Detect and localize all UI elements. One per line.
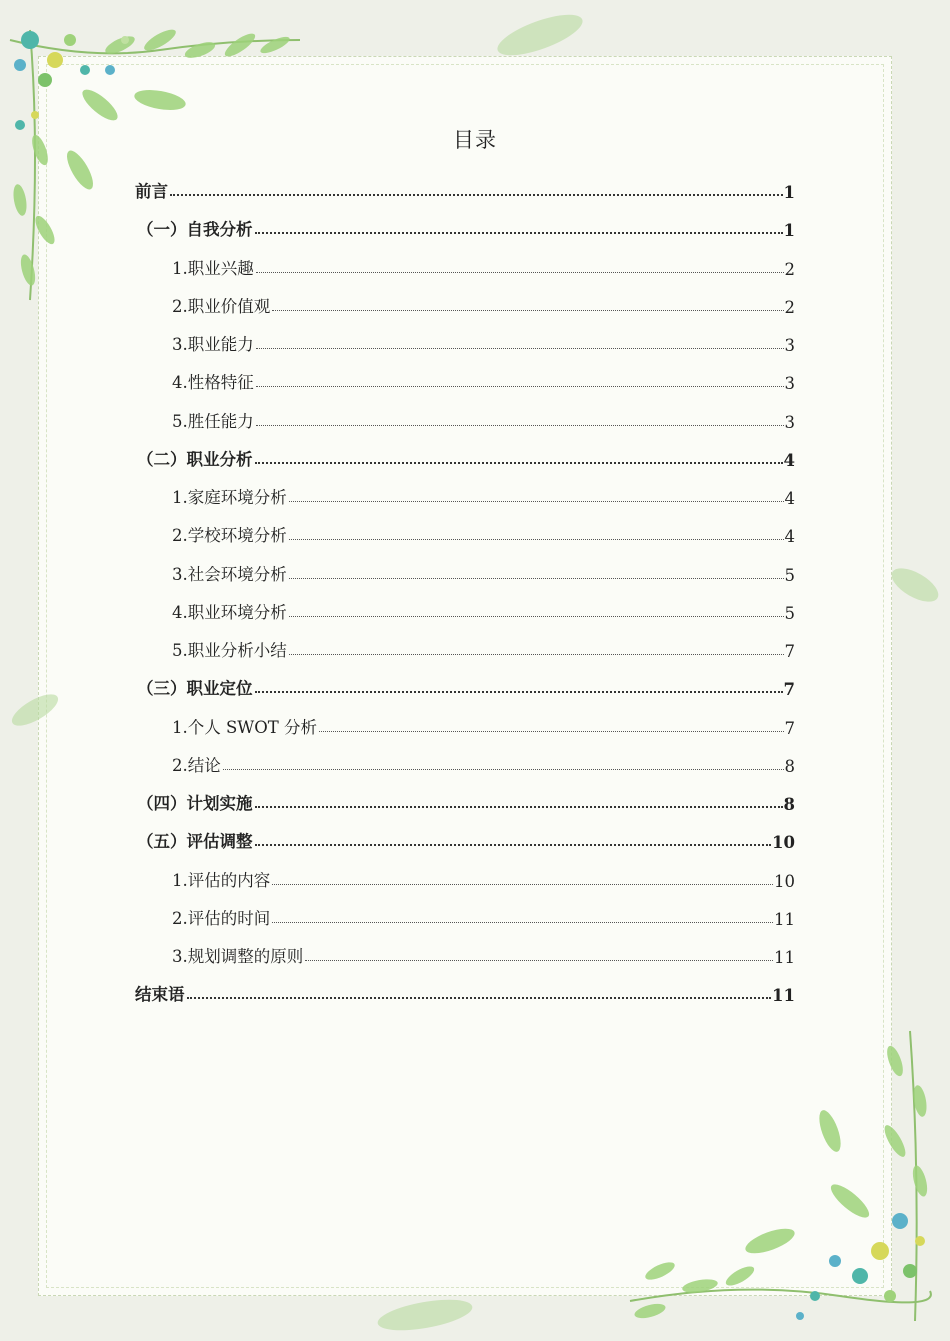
toc-entry-page-number: 10 [772,833,795,853]
toc-entry[interactable] [172,593,795,623]
toc-dot-leader [255,230,783,234]
toc-entry-page-number: 11 [774,909,795,929]
toc-entry[interactable] [137,440,795,470]
toc-entry-label: 3.职业能力 [172,335,254,354]
toc-entry-page-number: 1 [783,221,795,241]
toc-entry[interactable] [172,325,795,355]
toc-entry-label: 2.结论 [172,755,221,775]
toc-entry[interactable] [137,784,795,814]
toc-entry-page-number: 5 [784,603,795,623]
toc-dot-leader [319,730,783,732]
toc-entry[interactable] [137,210,795,240]
toc-entry-label: （四）计划实施 [137,794,253,813]
toc-entry-label: 1.职业兴趣 [172,258,254,278]
toc-dot-leader [255,842,772,846]
toc-entry[interactable] [172,708,795,738]
toc-dot-leader [305,959,773,961]
toc-entry[interactable] [172,937,795,967]
toc-entry-page-number: 7 [784,718,795,738]
toc-entry-label: 2.学校环境分析 [172,526,287,546]
toc-entry-page-number: 8 [784,756,795,776]
toc-entry-page-number: 11 [772,986,795,1006]
toc-entry[interactable] [172,516,795,546]
leaf-icon [885,555,945,615]
toc-entry-label: 1.个人 SWOT 分析 [172,717,318,737]
toc-entry-page-number: 1 [783,183,795,202]
toc-dot-leader [223,768,784,770]
toc-entry[interactable] [135,172,795,202]
toc-entry[interactable] [172,899,795,929]
toc-dot-leader [256,271,784,273]
toc-entry-label: （二）职业分析 [137,449,253,469]
toc-entry-label: 结束语 [135,985,185,1005]
toc-entry-page-number: 4 [784,489,795,508]
leaf-icon [370,1290,480,1340]
toc-dot-leader [256,385,784,387]
toc-entry-label: （三）职业定位 [137,679,253,699]
toc-entry-page-number: 8 [783,795,795,814]
toc-entry[interactable] [172,363,795,393]
toc-entry-page-number: 4 [784,527,795,547]
toc-entry[interactable] [172,631,795,661]
toc-dot-leader [170,192,783,196]
toc-dot-leader [255,460,783,464]
toc-dot-leader [255,804,783,808]
toc-dot-leader [256,424,784,426]
toc-entry[interactable] [172,478,795,508]
toc-entry-page-number: 7 [784,642,795,661]
toc-entry-page-number: 2 [784,259,795,279]
toc-entry[interactable] [172,861,795,891]
toc-entry-label: 1.评估的内容 [172,870,271,890]
toc-entry-label: 1.家庭环境分析 [172,488,287,507]
toc-entry-label: 4.性格特征 [172,373,254,393]
toc-entry-label: （一）自我分析 [137,220,253,240]
toc-entry-page-number: 3 [784,412,795,432]
toc-entry-label: （五）评估调整 [137,832,253,852]
toc-entry-label: 5.职业分析小结 [172,641,287,660]
toc-entry-page-number: 5 [784,565,795,585]
toc-dot-leader [272,921,773,923]
toc-entry[interactable] [137,669,795,699]
toc-entry[interactable] [172,746,795,776]
toc-entry[interactable] [172,287,795,317]
toc-dot-leader [272,883,773,885]
toc-dot-leader [289,500,784,502]
toc-title: 目录 [453,128,497,152]
toc-dot-leader [289,538,784,540]
toc-entry[interactable] [172,555,795,585]
toc-entry-label: 4.职业环境分析 [172,602,287,622]
toc-entry-label: 2.评估的时间 [172,908,271,928]
toc-entry-label: 前言 [135,182,168,201]
toc-entry[interactable] [137,822,795,852]
toc-dot-leader [255,689,783,693]
toc-entry-page-number: 3 [784,374,795,394]
toc-entry[interactable] [172,249,795,279]
toc-entry-label: 5.胜任能力 [172,411,254,431]
toc-dot-leader [289,615,784,617]
toc-entry[interactable] [172,402,795,432]
toc-entry-page-number: 10 [774,871,795,891]
toc-dot-leader [187,995,772,999]
toc-entry-page-number: 11 [774,948,795,967]
toc-entry-page-number: 7 [783,680,795,700]
toc-entry-label: 3.规划调整的原则 [172,947,304,966]
toc-entry[interactable] [135,975,795,1005]
toc-entry-page-number: 4 [783,450,795,470]
toc-entry-page-number: 2 [784,297,795,317]
toc-dot-leader [289,577,784,579]
toc-dot-leader [256,347,784,349]
toc-dot-leader [272,309,783,311]
toc-entry-label: 2.职业价值观 [172,296,271,316]
toc-entry-label: 3.社会环境分析 [172,564,287,584]
toc-entry-page-number: 3 [784,336,795,355]
toc-dot-leader [289,653,784,655]
